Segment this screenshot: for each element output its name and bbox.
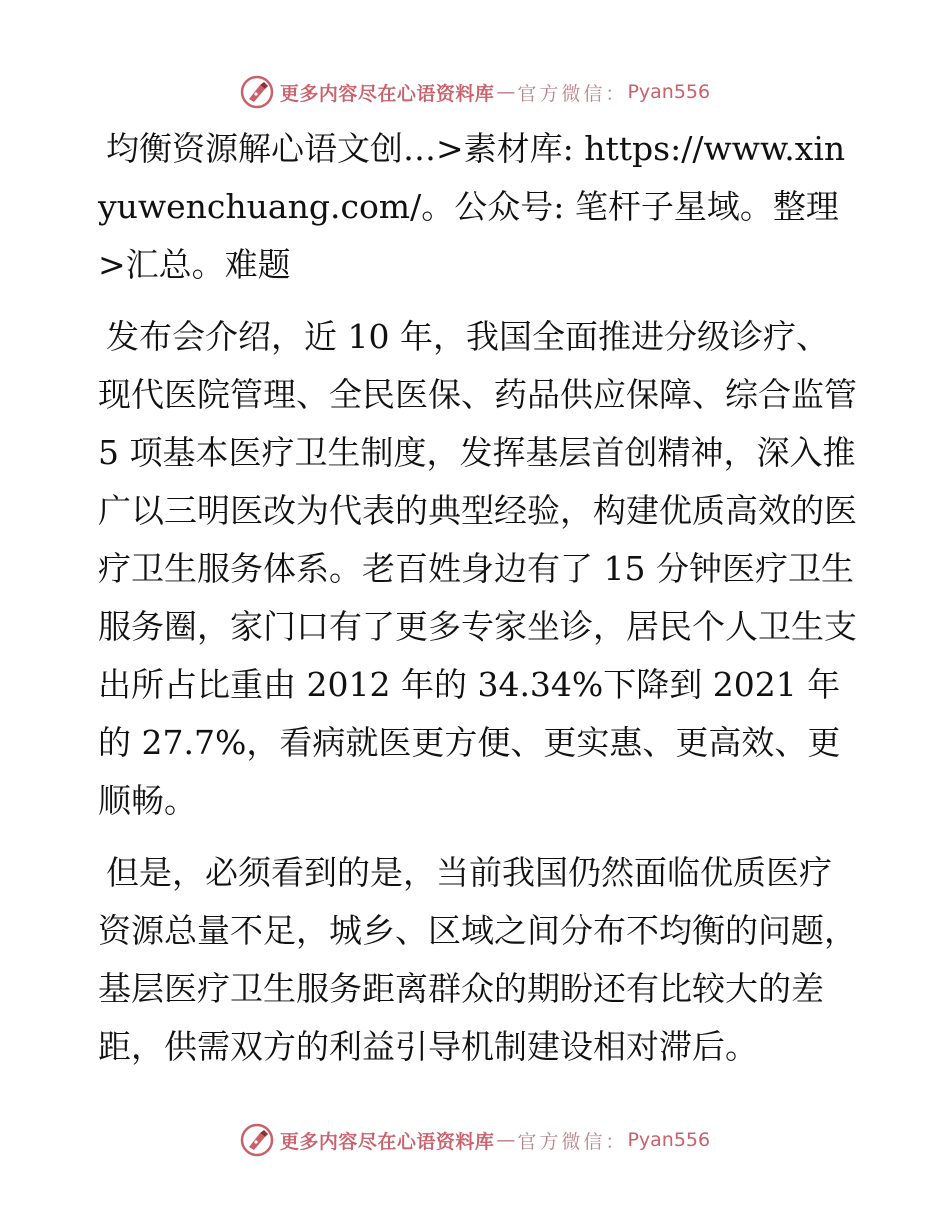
watermark-wechat-label: 官方微信： <box>517 82 628 105</box>
paragraph-challenges: 但是，必须看到的是，当前我国仍然面临优质医疗资源总量不足，城乡、区域之间分布不均衡的问题，基层医疗卫生服务距离群众的期盼还有比较大的差距，供需双方的利益引导机制建设相对滞后。 <box>98 853 857 1066</box>
watermark-main-text: 更多内容尽在心语资料库 <box>279 82 495 105</box>
watermark-separator: — <box>496 81 516 103</box>
paragraph-achievements: 发布会介绍，近 10 年，我国全面推进分级诊疗、现代医院管理、全民医保、药品供应保障、综合监管 5 项基本医疗卫生制度，发挥基层首创精神，深入推广以三明医改为代表的典型经验，构建优质高效的医疗卫生服务体系。老百姓身边有了 15 分钟医疗卫生服务圈，家门口有了更多专家坐诊，居民个人卫生支出所占比重由 2012 年的 34.34%下降到 2021 年的 27.7%，看病就医更方便、更实惠、更高效、更顺畅。 <box>98 317 857 820</box>
pen-nib-logo-icon <box>240 1123 274 1157</box>
watermark-wechat-label: 官方微信： <box>517 1130 628 1153</box>
watermark-wechat-id: Pyan556 <box>627 81 711 103</box>
watermark-main-text: 更多内容尽在心语资料库 <box>279 1130 495 1153</box>
header-watermark <box>0 72 950 112</box>
watermark-wechat-id: Pyan556 <box>627 1129 711 1151</box>
footer-watermark <box>0 1120 950 1160</box>
watermark-separator: — <box>496 1129 516 1151</box>
body-text <box>98 120 858 1088</box>
paragraph-intro: 均衡资源解心语文创…>素材库: https://www.xinyuwenchuang.com/。公众号: 笔杆子星域。整理>汇总。难题 <box>98 129 846 284</box>
pen-nib-logo-icon <box>240 75 274 109</box>
